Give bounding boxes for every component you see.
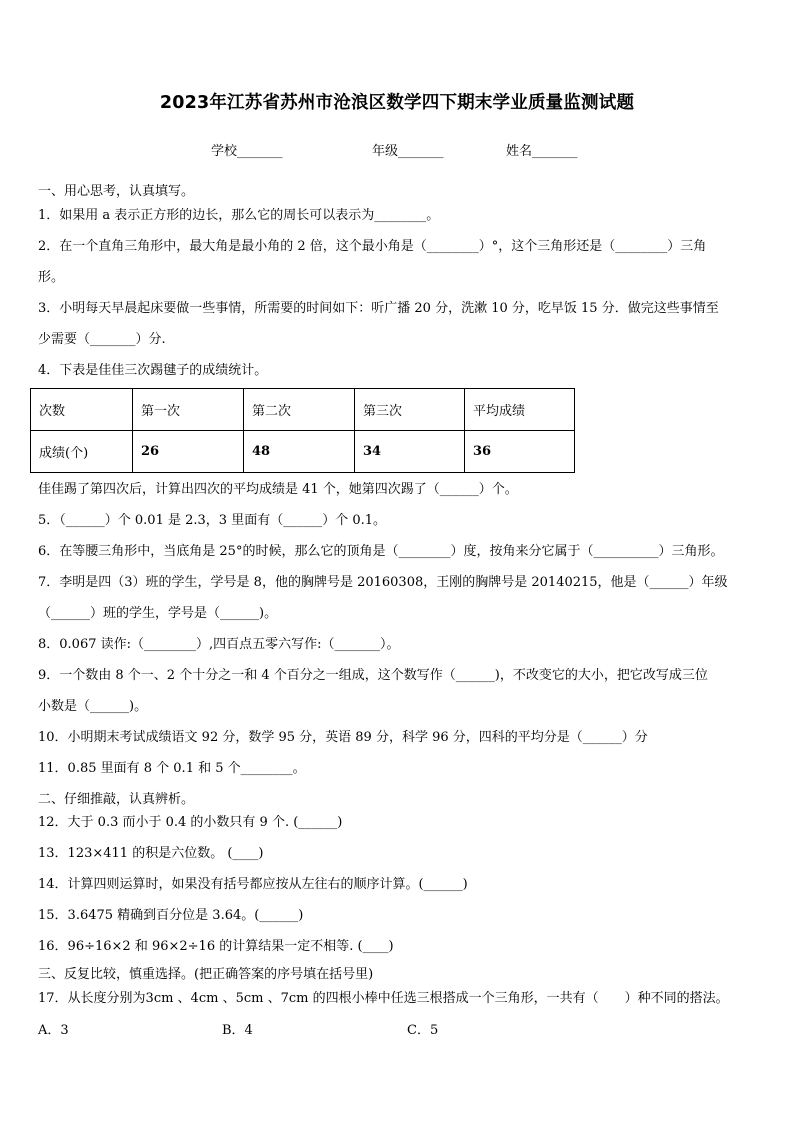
section-heading-1: 一、用心思考，认真填写。 [38, 184, 195, 199]
table-cell: 平均成绩 [465, 389, 575, 431]
table-cell: 26 [133, 431, 244, 473]
table-row [31, 431, 575, 473]
name-field: 姓名_______ [506, 144, 578, 159]
question-2-line-1: 2．在一个直角三角形中，最大角是最小角的 2 倍，这个最小角是（________）°，这个三角形还是（________）三角 [38, 239, 707, 254]
school-field: 学校_______ [211, 144, 283, 159]
question-9-line-2: 小数是（______)。 [38, 699, 148, 714]
table-cell: 48 [244, 431, 355, 473]
question-11: 11．0.85 里面有 8 个 0.1 和 5 个________。 [38, 761, 306, 776]
table-cell: 34 [355, 431, 465, 473]
question-10: 10．小明期末考试成绩语文 92 分，数学 95 分，英语 89 分，科学 96 分，四科的平均分是（______）分 [38, 730, 648, 745]
question-4-followup: 佳佳踢了第四次后，计算出四次的平均成绩是 41 个，她第四次踢了（______）个。 [38, 482, 518, 497]
table-header-row [31, 389, 575, 431]
question-6: 6．在等腰三角形中，当底角是 25°的时候，那么它的顶角是（________）度，按角来分它属于（__________）三角形。 [38, 544, 724, 559]
question-17: 17．从长度分别为3cm 、4cm 、5cm 、7cm 的四根小棒中任选三根搭成一个三角形，一共有（ ）种不同的搭法。 [38, 991, 729, 1006]
question-5: 5．（______）个 0.01 是 2.3，3 里面有（______）个 0.1。 [38, 513, 386, 528]
table-cell: 成绩(个) [31, 431, 133, 473]
question-1: 1．如果用 a 表示正方形的边长，那么它的周长可以表示为________。 [38, 208, 440, 223]
question-15: 15．3.6475 精确到百分位是 3.64。(______) [38, 908, 304, 923]
question-7-line-2: （______）班的学生，学号是（______)。 [38, 606, 278, 621]
table-cell: 第二次 [244, 389, 355, 431]
question-9-line-1: 9．一个数由 8 个一、2 个十分之一和 4 个百分之一组成，这个数写作（______)，不改变它的大小，把它改写成三位 [38, 668, 708, 683]
question-12: 12．大于 0.3 而小于 0.4 的小数只有 9 个. (______) [38, 815, 343, 830]
question-13: 13．123×411 的积是六位数。 (____) [38, 846, 264, 861]
table-cell: 36 [465, 431, 575, 473]
question-14: 14．计算四则运算时，如果没有括号都应按从左往右的顺序计算。(______) [38, 877, 468, 892]
question-8: 8．0.067 读作:（________）,四百点五零六写作:（_______）。 [38, 637, 400, 652]
option-c: C．5 [407, 1023, 439, 1038]
page-title: 2023年江苏省苏州市沧浪区数学四下期末学业质量监测试题 [159, 93, 635, 113]
score-table [30, 388, 575, 473]
section-heading-2: 二、仔细推敲，认真辨析。 [38, 792, 195, 807]
question-7-line-1: 7．李明是四（3）班的学生，学号是 8，他的胸牌号是 20160308，王刚的胸牌号是 20140215，他是（______）年级 [38, 575, 728, 590]
grade-field: 年级_______ [372, 144, 444, 159]
table-cell: 次数 [31, 389, 133, 431]
question-4: 4．下表是佳佳三次踢毽子的成绩统计。 [38, 363, 268, 378]
option-a: A．3 [38, 1023, 69, 1038]
table-cell: 第三次 [355, 389, 465, 431]
question-2-line-2: 形。 [38, 270, 65, 285]
question-16: 16．96÷16×2 和 96×2÷16 的计算结果一定不相等. (____) [38, 939, 394, 954]
option-b: B．4 [222, 1023, 253, 1038]
table-cell: 第一次 [133, 389, 244, 431]
section-heading-3: 三、反复比较，慎重选择。(把正确答案的序号填在括号里) [38, 967, 374, 982]
question-3-line-2: 少需要（_______）分. [38, 332, 166, 347]
question-3-line-1: 3．小明每天早晨起床要做一些事情，所需要的时间如下：听广播 20 分，洗漱 10 分，吃早饭 15 分．做完这些事情至 [38, 301, 719, 316]
